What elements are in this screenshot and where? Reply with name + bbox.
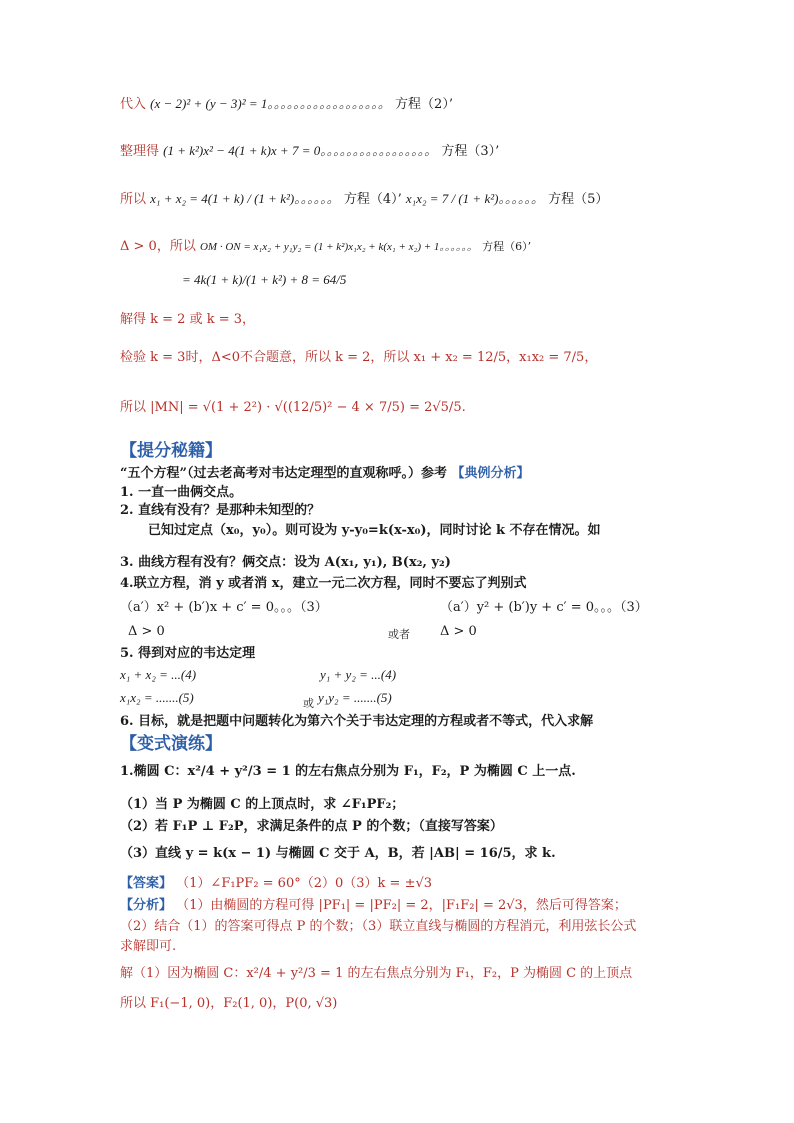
equation-2-tag: 方程（2）’ [395, 97, 453, 112]
substitute-line [120, 96, 453, 113]
simplify-label: 整理得 [120, 144, 160, 159]
answer-label: 【答案】 [120, 876, 173, 891]
check-line: 检验 k = 3时，Δ<0不合题意，所以 k = 2，所以 x₁ + x₂ = 12/5，x₁x₂ = 7/5， [120, 350, 598, 365]
quadratic-y: （a′）y² + (b′)y + c′ = 0。。。（3） [440, 600, 648, 615]
tip-2-detail-a: 已知过定点（x₀，y₀）。则可设为 [148, 523, 338, 538]
practice-heading: 【变式演练】 [120, 734, 222, 754]
example-analysis-link: 【典例分析】 [451, 466, 530, 481]
tip-3: 3. 曲线方程有没有？俩交点：设为 A(x₁, y₁), B(x₂, y₂) [120, 555, 451, 570]
tip-5: 5. 得到对应的韦达定理 [120, 646, 256, 661]
vieta-product-y: y₁y₂ = .......(5) [318, 690, 392, 705]
equation-4-tag: 方程（4）’ [343, 192, 402, 207]
tips-heading: 【提分秘籍】 [120, 441, 222, 461]
delta-line [120, 239, 531, 255]
vieta-sum-y: y₁ + y₂ = ...(4) [320, 667, 397, 682]
analysis-label: 【分析】 [120, 898, 173, 913]
answer-text: （1）∠F₁PF₂ = 60°（2）0（3）k = ±√3 [176, 876, 433, 891]
mn-length-line: 所以 |MN| = √(1 + 2²) · √((12/5)² − 4 × 7/5) = 2√5/5. [120, 400, 466, 415]
tip-2: 2. 直线有没有？是那种未知型的？ [120, 503, 321, 518]
analysis-line-2: （2）结合（1）的答案可得点 P 的个数；（3）联立直线与椭圆的方程消元，利用弦长公式 [120, 919, 637, 934]
equation-5: x₁x₂ = 7 / (1 + k²)。。。。。。 [405, 191, 544, 206]
or-label-2: 或 [303, 697, 314, 710]
delta-label: Δ > 0，所以 [120, 239, 196, 254]
analysis-line-1 [120, 898, 627, 914]
solution-line-1: 解（1）因为椭圆 C：x²/4 + y²/3 = 1 的左右焦点分别为 F₁，F₂，P 为椭圆 C 的上顶点 [120, 966, 633, 981]
tips-intro [120, 466, 530, 482]
substitute-label: 代入 [120, 97, 147, 112]
discriminant-y: Δ > 0 [440, 624, 477, 639]
vieta-product-x: x₁x₂ = .......(5) [120, 690, 194, 705]
question-1-part-1: （1）当 P 为椭圆 C 的上顶点时，求 ∠F₁PF₂； [120, 797, 405, 812]
solve-k-line: 解得 k = 2 或 k = 3， [120, 312, 256, 327]
so-line [120, 191, 608, 208]
question-1-part-3: （3）直线 y = k(x − 1) 与椭圆 C 交于 A，B，若 |AB| = 16/5，求 k. [120, 846, 556, 861]
tip-1: 1. 一直一曲俩交点。 [120, 485, 243, 500]
answer-line [120, 876, 432, 892]
equation-4: x₁ + x₂ = 4(1 + k) / (1 + k²)。。。。。。 [150, 191, 340, 206]
analysis-line-3: 求解即可. [120, 939, 177, 954]
discriminant-x: Δ > 0 [128, 624, 165, 639]
quadratic-x: （a′）x² + (b′)x + c′ = 0。。。（3） [120, 600, 328, 615]
question-1: 1.椭圆 C：x²/4 + y²/3 = 1 的左右焦点分别为 F₁，F₂，P 为椭圆 C 上一点. [120, 764, 576, 779]
vieta-sum-x: x₁ + x₂ = ...(4) [120, 667, 197, 682]
question-1-part-2: （2）若 F₁P ⊥ F₂P，求满足条件的点 P 的个数；（直接写答案） [120, 819, 503, 834]
tip-2-detail-b: y-y₀=k(x-x₀)，同时讨论 k 不存在情况。如 [341, 523, 601, 538]
so-label: 所以 [120, 192, 147, 207]
equation-6: OM · ON = x₁x₂ + y₁y₂ = (1 + k²)x₁x₂ + k(x₁ + x₂) + 1。。。。。。 [199, 241, 478, 253]
equation-3: (1 + k²)x² − 4(1 + k)x + 7 = 0。。。。。。。。。。。。。。。。。 [163, 143, 438, 158]
analysis-text-1: （1）由椭圆的方程可得 |PF₁| = |PF₂| = 2，|F₁F₂| = 2√3，然后可得答案； [176, 898, 627, 913]
tips-intro-text: “五个方程”（过去老高考对韦达定理型的直观称呼。）参考 [120, 466, 447, 481]
tip-4: 4.联立方程，消 y 或者消 x，建立一元二次方程，同时不要忘了判别式 [120, 576, 527, 591]
equation-5-tag: 方程（5） [548, 192, 609, 207]
equation-2: (x − 2)² + (y − 3)² = 1。。。。。。。。。。。。。。。。。。 [150, 96, 391, 111]
solution-line-2: 所以 F₁(−1, 0)，F₂(1, 0)，P(0, √3) [120, 996, 338, 1011]
tip-6: 6. 目标，就是把题中问题转化为第六个关于韦达定理的方程或者不等式，代入求解 [120, 714, 594, 729]
equation-6-tag: 方程（6）’ [482, 240, 532, 253]
or-label-1: 或者 [388, 628, 410, 641]
equation-6-result: = 4k(1 + k)/(1 + k²) + 8 = 64/5 [182, 272, 347, 287]
tip-2-detail [148, 523, 601, 539]
equation-3-tag: 方程（3）’ [441, 144, 500, 159]
simplify-line [120, 143, 499, 160]
